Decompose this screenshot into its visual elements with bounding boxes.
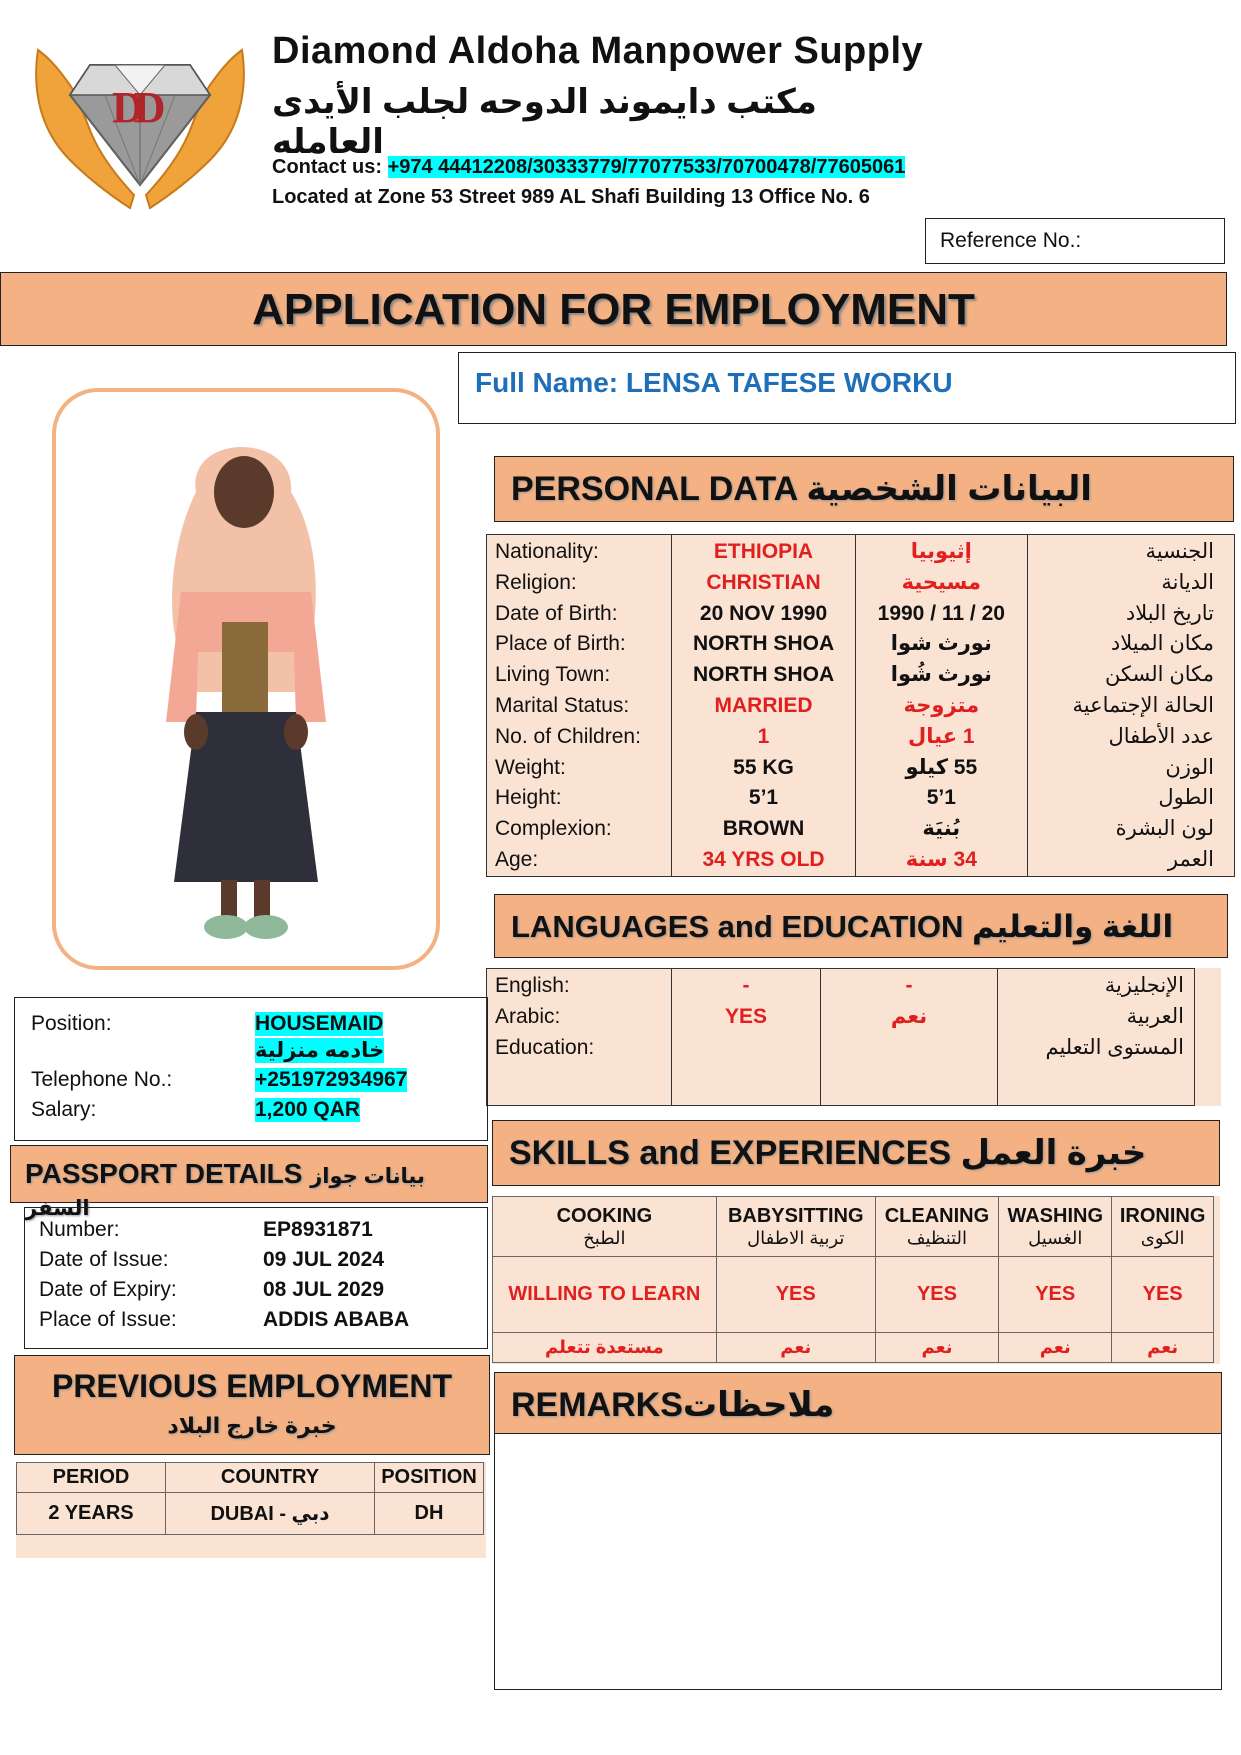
language-label: Education:: [495, 1035, 595, 1059]
passport-heading-ar: بيانات جواز السفر: [25, 1165, 425, 1220]
position-value-ar: خادمه منزلية: [255, 1039, 385, 1062]
period-value: 2 YEARS: [17, 1493, 166, 1535]
passport-heading: [10, 1145, 488, 1220]
personal-label-ar: لون البشرة: [1115, 817, 1214, 841]
company-logo: [30, 30, 250, 215]
passport-expiry-value: 08 JUL 2029: [263, 1278, 385, 1301]
skill-value-ar: نعم: [999, 1333, 1112, 1363]
skill-name: COOKING: [556, 1204, 653, 1227]
country-value: DUBAI - دبي: [166, 1493, 375, 1535]
personal-value-ar: 1 عيال: [908, 724, 975, 748]
col-country: COUNTRY: [166, 1463, 375, 1493]
position-box: [14, 997, 488, 1141]
skill-name: IRONING: [1119, 1204, 1206, 1227]
skill-value: YES: [716, 1257, 875, 1333]
passport-expiry-label: Date of Expiry:: [39, 1278, 177, 1301]
skill-value-ar: نعم: [875, 1333, 998, 1363]
personal-data-grid: [486, 534, 1235, 877]
languages-heading: LANGUAGES and EDUCATION اللغة والتعليم: [494, 894, 1228, 958]
personal-value-ar: 34 سنة: [905, 847, 977, 871]
telephone-label: Telephone No.:: [31, 1068, 173, 1091]
position-label: Position:: [31, 1012, 112, 1035]
previous-employment-heading: [14, 1355, 490, 1455]
personal-value: NORTH SHOA: [692, 663, 835, 687]
personal-label: Age:: [495, 847, 539, 871]
personal-label-ar: تاريخ البلاد: [1125, 601, 1214, 625]
company-name-en: Diamond Aldoha Manpower Supply: [272, 30, 924, 72]
language-values: [672, 969, 821, 1106]
personal-label: Complexion:: [495, 817, 612, 841]
previous-employment-table: [16, 1462, 486, 1558]
personal-values: [672, 535, 855, 877]
languages-grid: [486, 968, 1195, 1106]
personal-label-ar: العمر: [1167, 847, 1214, 871]
skills-grid: [492, 1196, 1214, 1363]
skill-name: BABYSITTING: [727, 1204, 864, 1227]
personal-label-ar: الوزن: [1165, 755, 1214, 779]
personal-value: 55 KG: [733, 755, 794, 779]
logo-letters: DD: [112, 83, 156, 132]
skill-name-ar: الكوى: [1140, 1227, 1185, 1248]
position-cell-value: DH: [375, 1493, 484, 1535]
skill-name: WASHING: [1007, 1204, 1103, 1227]
personal-label-ar: الجنسية: [1145, 540, 1214, 563]
personal-value: CHRISTIAN: [706, 570, 821, 594]
previous-employment-grid: [16, 1462, 484, 1535]
telephone-value: +251972934967: [255, 1068, 408, 1091]
language-label-ar: الإنجليزية: [1104, 974, 1184, 997]
language-label-ar: المستوى التعليم: [1045, 1035, 1184, 1059]
personal-label-ar: مكان الميلاد: [1110, 632, 1214, 656]
personal-value-ar: متزوجة: [903, 693, 980, 717]
personal-label-ar: الحالة الإجتماعية: [1072, 693, 1214, 717]
personal-label: Nationality:: [495, 540, 599, 563]
language-value: -: [742, 974, 750, 997]
personal-value: BROWN: [722, 817, 805, 841]
remarks-heading: REMARKSملاحظات: [494, 1372, 1222, 1434]
personal-label: Marital Status:: [495, 693, 630, 717]
personal-label: Place of Birth:: [495, 632, 626, 656]
skill-value: YES: [875, 1257, 998, 1333]
skill-value: YES: [999, 1257, 1112, 1333]
address-line: Located at Zone 53 Street 989 AL Shafi Building 13 Office No. 6: [272, 186, 870, 208]
skill-value-ar: نعم: [716, 1333, 875, 1363]
language-labels-ar: [998, 969, 1195, 1106]
skills-heading: SKILLS and EXPERIENCES خبرة العمل: [492, 1120, 1220, 1186]
col-position: POSITION: [375, 1463, 484, 1493]
passport-number-value: EP8931871: [263, 1218, 373, 1241]
personal-value-ar: بُنيَة: [922, 817, 961, 841]
language-label: Arabic:: [495, 1004, 561, 1028]
passport-issue-value: 09 JUL 2024: [263, 1248, 385, 1271]
language-value: YES: [724, 1004, 768, 1028]
skill-name: CLEANING: [884, 1204, 990, 1227]
personal-value-ar: 55 كيلو: [905, 755, 978, 779]
page-title: APPLICATION FOR EMPLOYMENT: [0, 272, 1227, 346]
position-value: HOUSEMAID: [255, 1012, 384, 1035]
skill-value-ar: نعم: [1112, 1333, 1214, 1363]
skill-name-ar: الطبخ: [583, 1227, 626, 1248]
language-value-ar: -: [905, 974, 913, 997]
previous-heading-ar: خبرة خارج البلاد: [167, 1413, 337, 1438]
personal-value-ar: 20 / 11 / 1990: [877, 601, 1005, 625]
passport-number-label: Number:: [39, 1218, 120, 1241]
language-value-ar: [821, 1033, 997, 1064]
person-figure-icon: [56, 392, 436, 966]
language-values-ar: [821, 969, 998, 1106]
passport-place-label: Place of Issue:: [39, 1308, 177, 1331]
skill-value-ar: مستعدة تتعلم: [493, 1333, 717, 1363]
skill-name-cell: [999, 1197, 1112, 1257]
personal-label: Religion:: [495, 570, 577, 594]
personal-value-ar: 1’5: [926, 786, 956, 810]
personal-data-heading: PERSONAL DATA البيانات الشخصية: [494, 456, 1234, 522]
language-label: English:: [495, 974, 570, 997]
col-period: PERIOD: [17, 1463, 166, 1493]
applicant-photo: [52, 388, 440, 970]
personal-label-ar: عدد الأطفال: [1108, 724, 1214, 748]
skill-value: YES: [1112, 1257, 1214, 1333]
personal-labels: [487, 535, 672, 877]
skill-name-cell: [716, 1197, 875, 1257]
personal-value: 1: [757, 724, 770, 748]
personal-value: 5’1: [748, 786, 779, 810]
skill-name-ar: الغسيل: [1028, 1227, 1083, 1248]
language-value-ar: نعم: [890, 1004, 928, 1028]
personal-label: Date of Birth:: [495, 601, 618, 625]
personal-values-ar: [855, 535, 1027, 877]
personal-label-ar: مكان السكن: [1104, 663, 1214, 687]
personal-value: 20 NOV 1990: [699, 601, 828, 625]
previous-heading-en: PREVIOUS EMPLOYMENT: [51, 1368, 453, 1404]
personal-label-ar: الطول: [1158, 786, 1214, 810]
personal-value-ar: نورث شوا: [890, 632, 992, 656]
personal-value-ar: نورث شُوا: [890, 663, 992, 687]
personal-label: Weight:: [495, 755, 566, 779]
language-labels: [487, 969, 672, 1106]
contact-line: [272, 156, 905, 179]
skill-value: WILLING TO LEARN: [493, 1257, 717, 1333]
salary-label: Salary:: [31, 1098, 97, 1121]
salary-value: 1,200 QAR: [255, 1098, 361, 1121]
passport-heading-en: PASSPORT DETAILS: [25, 1158, 303, 1189]
personal-value: ETHIOPIA: [713, 540, 814, 563]
personal-label: Height:: [495, 786, 562, 810]
personal-label: Living Town:: [495, 663, 611, 687]
personal-value-ar: مسيحية: [901, 570, 981, 594]
personal-value: MARRIED: [714, 693, 813, 717]
personal-label-ar: الديانة: [1161, 570, 1214, 594]
remarks-box: [494, 1434, 1222, 1690]
skill-name-ar: تربية الاطفال: [747, 1227, 845, 1248]
skills-table: [492, 1196, 1220, 1364]
skill-name-cell: [493, 1197, 717, 1257]
personal-value-ar: إثيوبيا: [910, 540, 972, 563]
contact-label: Contact us:: [272, 156, 382, 178]
passport-place-value: ADDIS ABABA: [263, 1308, 410, 1331]
skill-name-ar: التنظيف: [906, 1227, 968, 1248]
personal-labels-ar: [1027, 535, 1234, 877]
company-name-ar: مكتب دايموند الدوحه لجلب الأيدى العامله: [272, 83, 817, 161]
skill-name-cell: [1112, 1197, 1214, 1257]
personal-data-table: [486, 534, 1235, 876]
language-label-ar: العربية: [1126, 1004, 1184, 1028]
personal-label: No. of Children:: [495, 724, 641, 748]
full-name: Full Name: LENSA TAFESE WORKU: [458, 352, 1236, 424]
personal-value: 34 YRS OLD: [702, 847, 825, 871]
personal-value: NORTH SHOA: [692, 632, 835, 656]
reference-box: Reference No.:: [925, 218, 1225, 264]
passport-box: [24, 1207, 488, 1349]
contact-numbers: +974 44412208/30333779/77077533/70700478/77605061: [387, 156, 906, 178]
passport-issue-label: Date of Issue:: [39, 1248, 169, 1271]
language-value: [672, 1033, 820, 1064]
languages-table: [486, 968, 1221, 1106]
skill-name-cell: [875, 1197, 998, 1257]
